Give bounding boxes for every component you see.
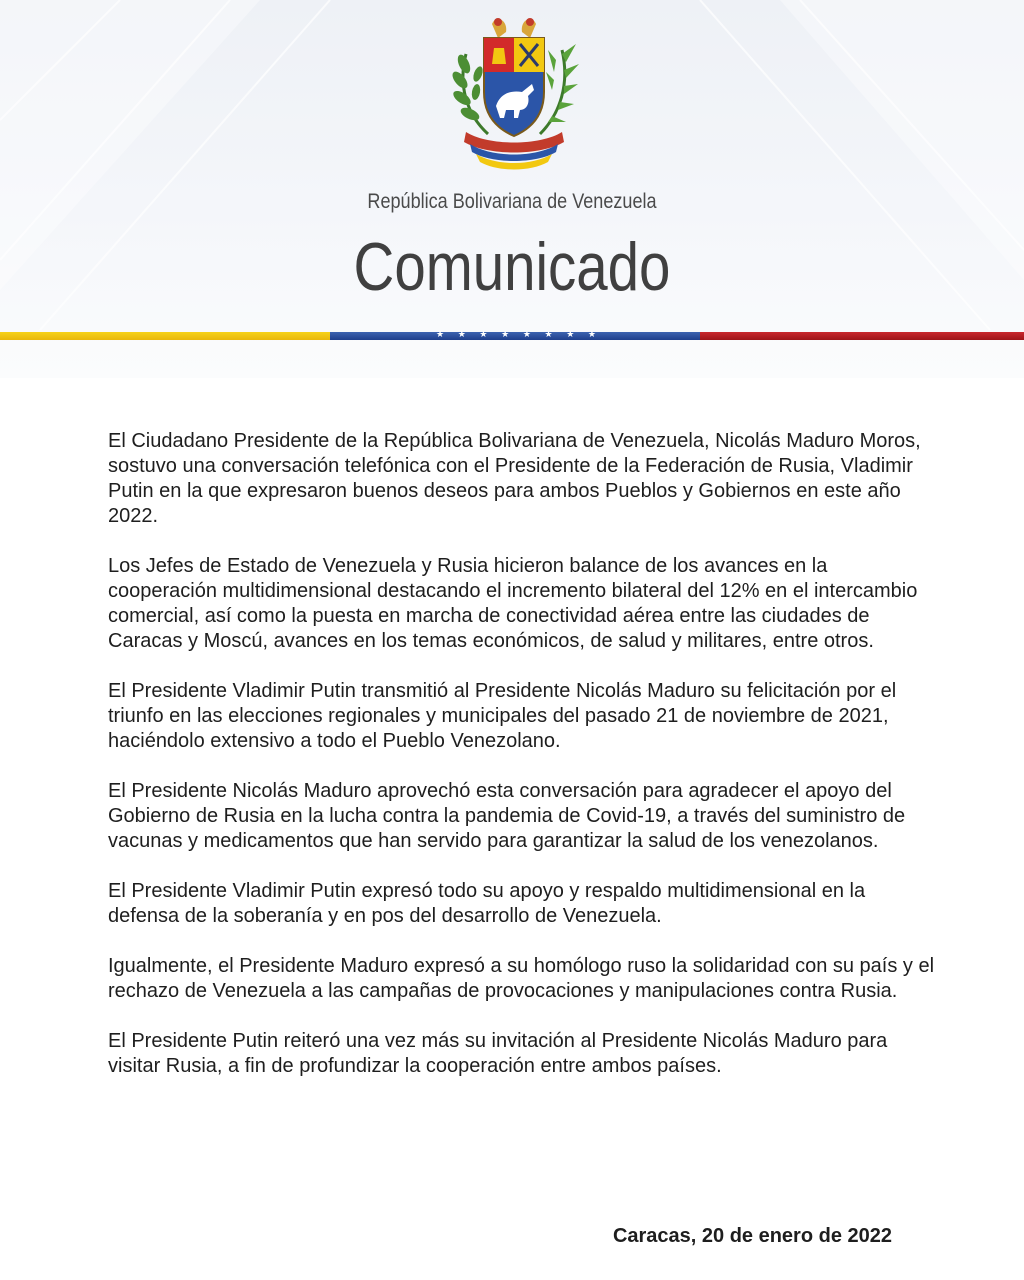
coat-of-arms-icon	[448, 14, 580, 174]
star-icon: ★	[522, 330, 531, 340]
republic-name: República Bolivariana de Venezuela	[367, 190, 657, 213]
communique-body	[108, 429, 938, 1104]
star-icon: ★	[566, 330, 575, 340]
star-icon: ★	[587, 330, 596, 340]
paragraph: El Ciudadano Presidente de la República Bolivariana de Venezuela, Nicolás Maduro Moros, sostuvo una conversación telefónica con el Presidente de la Federación de Rusia, Vladimir Putin en la que expresaron buenos deseos para ambos Pueblos y Gobiernos en este año 2022.	[108, 430, 921, 527]
star-icon: ★	[436, 330, 445, 340]
star-icon: ★	[479, 330, 488, 340]
star-icon: ★	[501, 330, 510, 340]
paragraph: El Presidente Vladimir Putin transmitió al Presidente Nicolás Maduro su felicitación por el triunfo en las elecciones regionales y municipales del pasado 21 de noviembre de 2021, haciéndolo extensivo a todo el Pueblo Venezolano.	[108, 680, 897, 752]
flag-stars	[436, 328, 596, 342]
flag-red-stripe	[700, 332, 1024, 340]
flag-yellow-stripe	[0, 332, 330, 340]
place-date-signature: Caracas, 20 de enero de 2022	[612, 1225, 892, 1247]
paragraph: El Presidente Vladimir Putin expresó todo su apoyo y respaldo multidimensional en la defensa de la soberanía y en pos del desarrollo de Venezuela.	[108, 880, 866, 927]
star-icon: ★	[457, 330, 466, 340]
paragraph: El Presidente Nicolás Maduro aprovechó esta conversación para agradecer el apoyo del Gobierno de Rusia en la lucha contra la pandemia de Covid-19, a través del suministro de vacunas y medicamentos que han servido para garantizar la salud de los venezolanos.	[108, 780, 906, 852]
document-header	[0, 0, 1024, 378]
star-icon: ★	[544, 330, 553, 340]
paragraph: Los Jefes de Estado de Venezuela y Rusia hicieron balance de los avances en la cooperación multidimensional destacando el incremento bilateral del 12% en el intercambio comercial, así como la puesta en marcha de conectividad aérea entre las ciudades de Caracas y Moscú, avances en los temas económicos, de salud y militares, entre otros.	[108, 555, 918, 652]
paragraph: El Presidente Putin reiteró una vez más su invitación al Presidente Nicolás Maduro para visitar Rusia, a fin de profundizar la cooperación entre ambos países.	[108, 1030, 888, 1077]
page-title: Comunicado	[353, 229, 671, 305]
paragraph: Igualmente, el Presidente Maduro expresó a su homólogo ruso la solidaridad con su país y el rechazo de Venezuela a las campañas de provocaciones y manipulaciones contra Rusia.	[108, 955, 935, 1002]
